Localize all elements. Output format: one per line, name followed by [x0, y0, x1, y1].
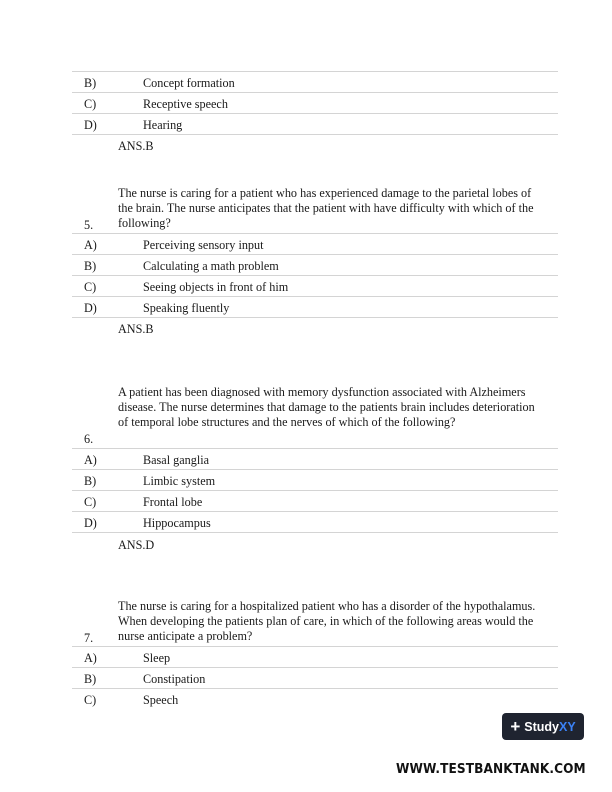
divider	[72, 317, 558, 318]
option-letter: C)	[84, 693, 97, 707]
divider	[72, 646, 558, 647]
option-text: Receptive speech	[143, 97, 228, 111]
option-text: Speaking fluently	[143, 301, 230, 315]
brand-name: StudyXY	[524, 719, 576, 734]
option-letter: C)	[84, 495, 97, 509]
option-text: Basal ganglia	[143, 453, 209, 467]
option-letter: A)	[84, 238, 97, 252]
option-letter: B)	[84, 259, 97, 273]
question-text: A patient has been diagnosed with memory dysfunction associated with Alzheimers disease. The nurse determines that damage to the patients brain includes deterioration of temporal lobe structures and the nerves of which of the following?	[118, 385, 535, 430]
divider	[72, 134, 558, 135]
divider	[72, 469, 558, 470]
option-text: Speech	[143, 693, 179, 707]
question-number: 5.	[84, 218, 94, 232]
divider	[72, 113, 558, 114]
plus-icon: +	[510, 717, 521, 736]
option-text: Concept formation	[143, 76, 235, 90]
question-number: 7.	[84, 631, 94, 645]
option-text: Hippocampus	[143, 516, 211, 530]
option-letter: C)	[84, 97, 97, 111]
divider	[72, 233, 558, 234]
option-letter: D)	[84, 118, 97, 132]
divider	[72, 511, 558, 512]
question-text: The nurse is caring for a patient who has experienced damage to the parietal lobes of the brain. The nurse anticipates that the patient with have difficulty with which of the following?	[118, 186, 534, 231]
option-text: Hearing	[143, 118, 183, 132]
divider	[72, 688, 558, 689]
option-letter: A)	[84, 651, 97, 665]
option-text: Sleep	[143, 651, 171, 665]
answer-key: ANS.D	[118, 538, 155, 552]
option-text: Seeing objects in front of him	[143, 280, 289, 294]
option-letter: B)	[84, 672, 97, 686]
option-letter: C)	[84, 280, 97, 294]
option-letter: B)	[84, 76, 97, 90]
option-text: Constipation	[143, 672, 206, 686]
studyxy-badge[interactable]	[502, 713, 584, 740]
divider	[72, 448, 558, 449]
option-text: Limbic system	[143, 474, 216, 488]
question-number: 6.	[84, 432, 94, 446]
divider	[72, 254, 558, 255]
option-text: Perceiving sensory input	[143, 238, 264, 252]
footer-site-url[interactable]: WWW.TESTBANKTANK.COM	[396, 761, 586, 777]
divider	[72, 296, 558, 297]
option-letter: D)	[84, 516, 97, 530]
option-text: Calculating a math problem	[143, 259, 279, 273]
option-letter: B)	[84, 474, 97, 488]
divider	[72, 71, 558, 72]
divider	[72, 532, 558, 533]
divider	[72, 275, 558, 276]
divider	[72, 667, 558, 668]
option-letter: D)	[84, 301, 97, 315]
divider	[72, 92, 558, 93]
question-text: The nurse is caring for a hospitalized patient who has a disorder of the hypothalamus. When developing the patients plan of care, in which of the following areas would the nurse anticipate a problem?	[118, 599, 536, 644]
answer-key: ANS.B	[118, 139, 154, 153]
option-text: Frontal lobe	[143, 495, 203, 509]
option-letter: A)	[84, 453, 97, 467]
answer-key: ANS.B	[118, 322, 154, 336]
divider	[72, 490, 558, 491]
